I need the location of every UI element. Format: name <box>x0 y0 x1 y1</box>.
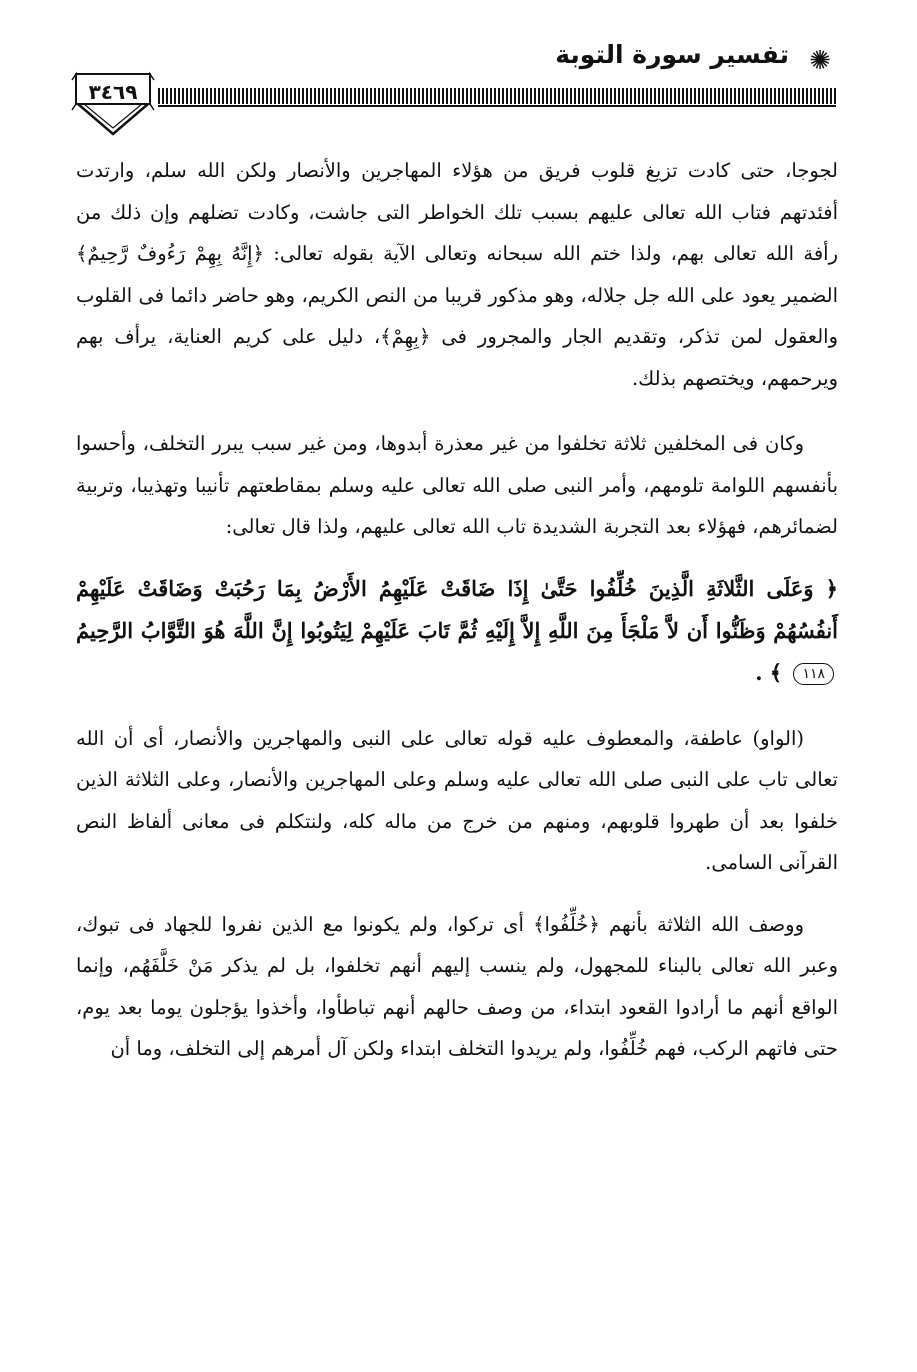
running-title: تفسير سورة التوبة <box>555 40 789 69</box>
page-number: ٣٤٦٩ <box>88 80 138 104</box>
quran-verse <box>76 568 838 694</box>
verse-text: ﴿ وَعَلَى الثَّلاثَةِ الَّذِينَ خُلِّفُوا حَتَّىٰ إِذَا ضَاقَتْ عَلَيْهِمُ الأَرْضُ بِمَا رَحُبَتْ وَضَاقَتْ عَلَيْهِمْ أَنفُسُهُمْ وَظَنُّوا أَن لاَّ مَلْجَأَ مِنَ اللَّهِ إِلاَّ إِلَيْهِ ثُمَّ تَابَ عَلَيْهِمْ لِيَتُوبُوا إِنَّ اللَّهَ هُوَ التَّوَّابُ الرَّحِيمُ <box>76 575 838 643</box>
header-dotted-rule <box>158 88 836 104</box>
paragraph-2: وكان فى المخلفين ثلاثة تخلفوا من غير معذرة أبدوها، ومن غير سبب يبرر التخلف، وأحسوا بأنفسهم اللوامة تلومهم، وأمر النبى صلى الله تعالى عليه وسلم بمقاطعتهم تأنيبا وتهذيبا، وتربية لضمائرهم، فهؤلاء بعد التجربة الشديدة تاب الله تعالى عليهم، ولذا قال تعالى: <box>76 432 838 538</box>
paragraph-3: (الواو) عاطفة، والمعطوف عليه قوله تعالى على النبى والمهاجرين والأنصار، أى أن الله تعالى تاب على النبى صلى الله تعالى عليه وسلم وعلى المهاجرين والأنصار، وعلى الثلاثة الذين خلفوا بعد أن طهروا قلوبهم، ومنهم من خرج من ماله كله، ولنتكلم فى معانى ألفاظ النص القرآنى السامى. <box>76 726 838 874</box>
page-content <box>76 150 838 1070</box>
verse-close: ﴾ . <box>755 659 783 685</box>
ornament-icon: ✺ <box>809 46 831 76</box>
page-number-frame <box>70 66 156 136</box>
verse-number-badge: ١١٨ <box>793 663 834 685</box>
paragraph-1: لجوجا، حتى كادت تزيغ قلوب فريق من هؤلاء المهاجرين والأنصار ولكن الله سلم، وارتدت أفئدتهم فتاب الله تعالى عليهم بسبب تلك الخواطر التى جاشت، وكادت تضلهم وإن ذلك من رأفة الله تعالى بهم، ولذا ختم الله سبحانه وتعالى الآية بقوله تعالى: ﴿إِنَّهُ بِهِمْ رَءُوفٌ رَّحِيمٌ﴾ الضمير يعود على الله جل جلاله، وهو مذكور قريبا من النص الكريم، وهو حاضر دائما فى القلوب والعقول لمن تذكر، وتقديم الجار والمجرور فى ﴿بِهِمْ﴾، دليل على كريم العناية، يرأف بهم ويرحمهم، ويختصهم بذلك. <box>76 159 838 390</box>
page-header <box>0 0 917 140</box>
header-rule <box>158 105 836 107</box>
paragraph-4: ووصف الله الثلاثة بأنهم ﴿خُلِّفُوا﴾ أى تركوا، ولم يكونوا مع الذين نفروا للجهاد فى تبوك، وعبر الله تعالى بالبناء للمجهول، ولم ينسب إليهم أنهم تخلفوا، بل لم يذكر مَنْ خَلَّفَهُم، وإنما الواقع أنهم ما أرادوا القعود ابتداء، من وصف حالهم أنهم تباطأوا، وأخذوا يؤجلون يوما بعد يوم، حتى فاتهم الركب، فهم خُلِّفُوا، ولم يريدوا التخلف ابتداء ولكن آل أمرهم إلى التخلف، وما أن <box>76 912 838 1060</box>
